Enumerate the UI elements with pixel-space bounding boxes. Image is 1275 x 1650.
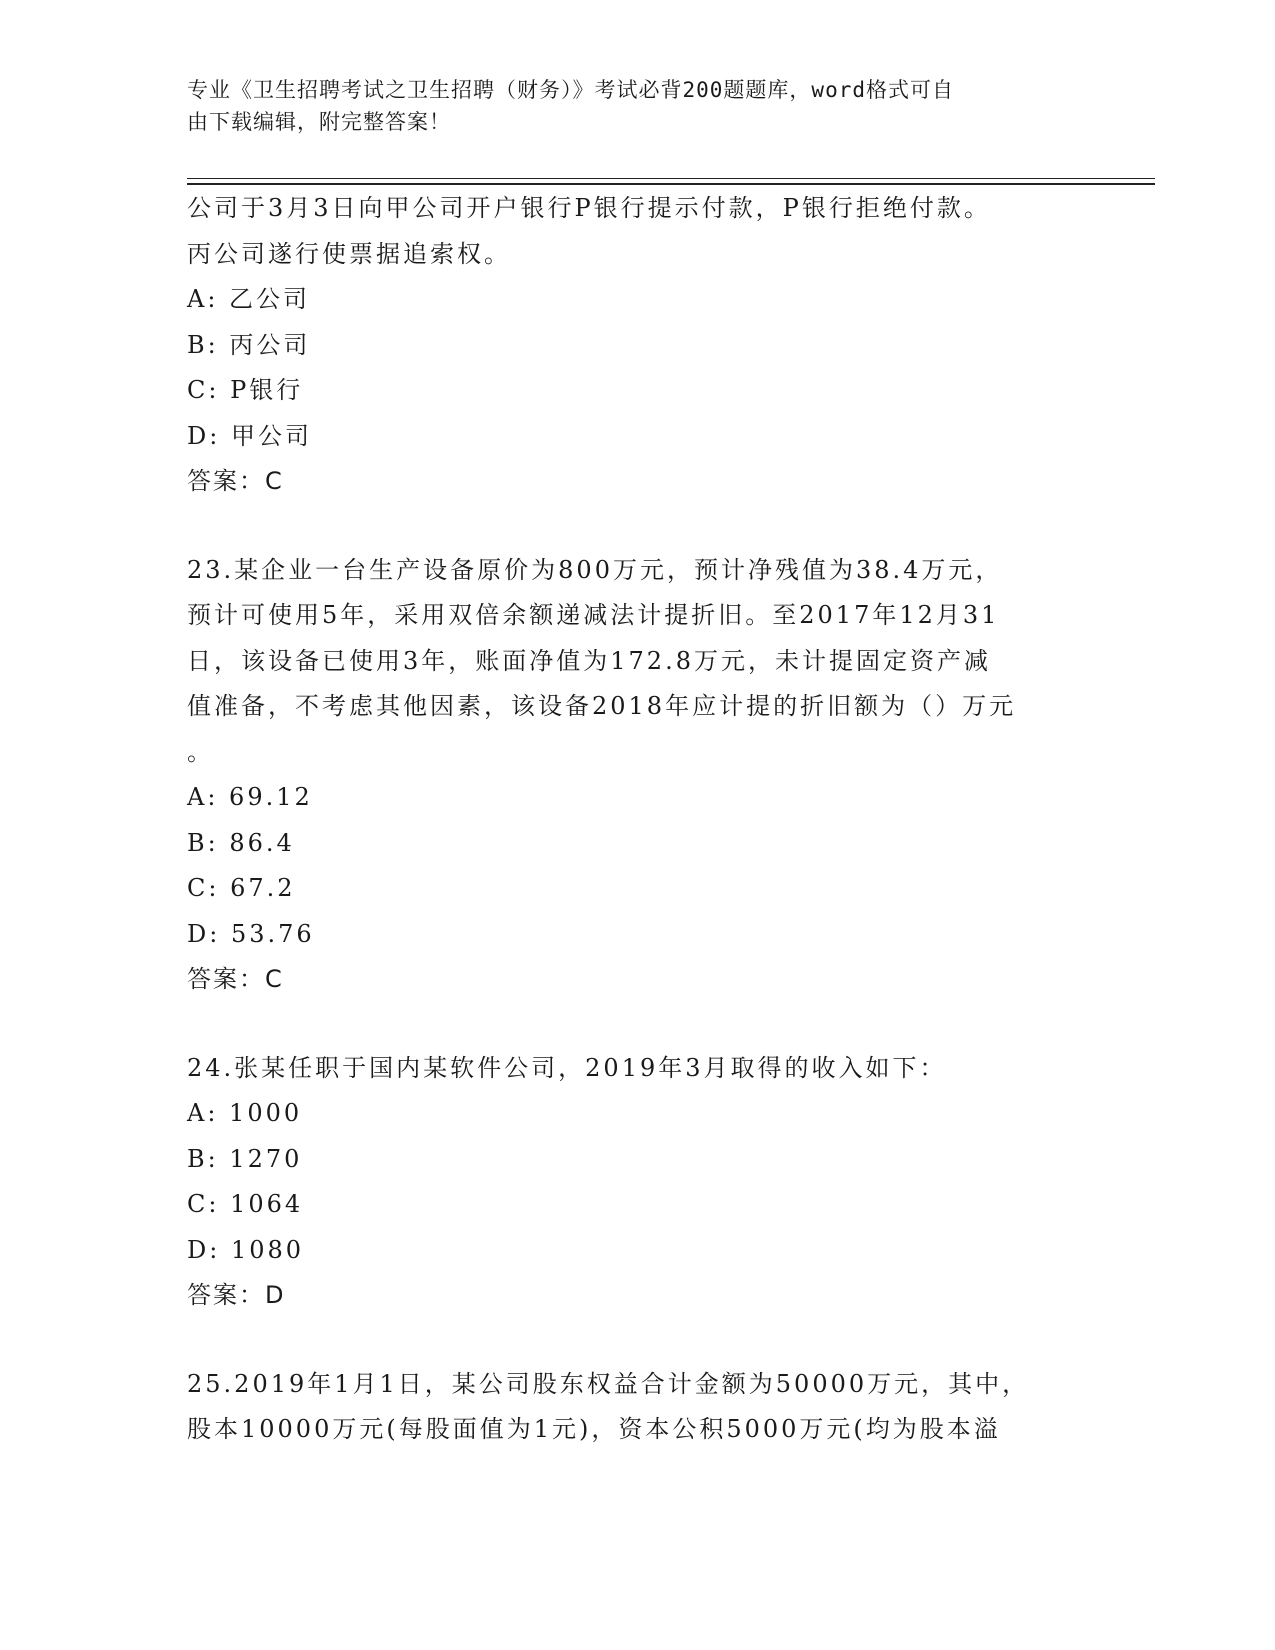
question-stem-line: 值准备，不考虑其他因素，该设备2018年应计提的折旧额为（）万元: [187, 692, 1017, 720]
question-list: [187, 186, 1087, 1453]
question-stem-line: 。: [187, 737, 214, 766]
header-line-2: 由下载编辑，附完整答案！: [187, 110, 451, 134]
header-divider-thin: [187, 178, 1155, 179]
option-c: C: 1064: [187, 1190, 304, 1218]
header-line-1: 专业《卫生招聘考试之卫生招聘（财务）》考试必背200题题库，word格式可自: [187, 78, 954, 102]
option-a: A: 1000: [187, 1099, 303, 1127]
question-23: [187, 548, 1087, 1003]
document-header: [187, 74, 1067, 138]
answer-line: 答案：C: [187, 467, 284, 495]
option-a: A: 69.12: [187, 783, 313, 811]
question-spacer: [187, 505, 1087, 548]
question-stem-line: 23.某企业一台生产设备原价为800万元，预计净残值为38.4万元，: [187, 555, 1003, 584]
question-25: [187, 1362, 1087, 1453]
header-divider-thick: [187, 183, 1155, 185]
answer-line: 答案：D: [187, 1281, 286, 1309]
question-stem-line: 公司于3月3日向甲公司开户银行P银行提示付款，P银行拒绝付款。: [187, 194, 991, 222]
question-spacer: [187, 1003, 1087, 1046]
question-stem-line: 25.2019年1月1日，某公司股东权益合计金额为50000万元，其中，: [187, 1369, 1030, 1398]
option-d: D: 甲公司: [187, 421, 312, 450]
question-stem-line: 日，该设备已使用3年，账面净值为172.8万元，未计提固定资产减: [187, 646, 991, 675]
option-d: D: 1080: [187, 1235, 305, 1264]
option-c: C: 67.2: [187, 874, 296, 902]
question-stem-line: 股本10000万元(每股面值为1元)，资本公积5000万元(均为股本溢: [187, 1415, 1001, 1443]
option-a: A: 乙公司: [187, 285, 311, 313]
question-stem-line: 24.张某任职于国内某软件公司，2019年3月取得的收入如下：: [187, 1053, 947, 1082]
answer-line: 答案：C: [187, 965, 284, 993]
question-stem-line: 预计可使用5年，采用双倍余额递减法计提折旧。至2017年12月31: [187, 601, 1000, 629]
question-spacer: [187, 1319, 1087, 1362]
option-b: B: 1270: [187, 1144, 303, 1173]
option-b: B: 86.4: [187, 828, 295, 857]
question-24: [187, 1046, 1087, 1319]
option-d: D: 53.76: [187, 919, 315, 948]
option-b: B: 丙公司: [187, 330, 311, 359]
question-22: [187, 186, 1087, 505]
question-stem-line: 丙公司遂行使票据追索权。: [187, 239, 511, 268]
option-c: C: P银行: [187, 376, 304, 404]
